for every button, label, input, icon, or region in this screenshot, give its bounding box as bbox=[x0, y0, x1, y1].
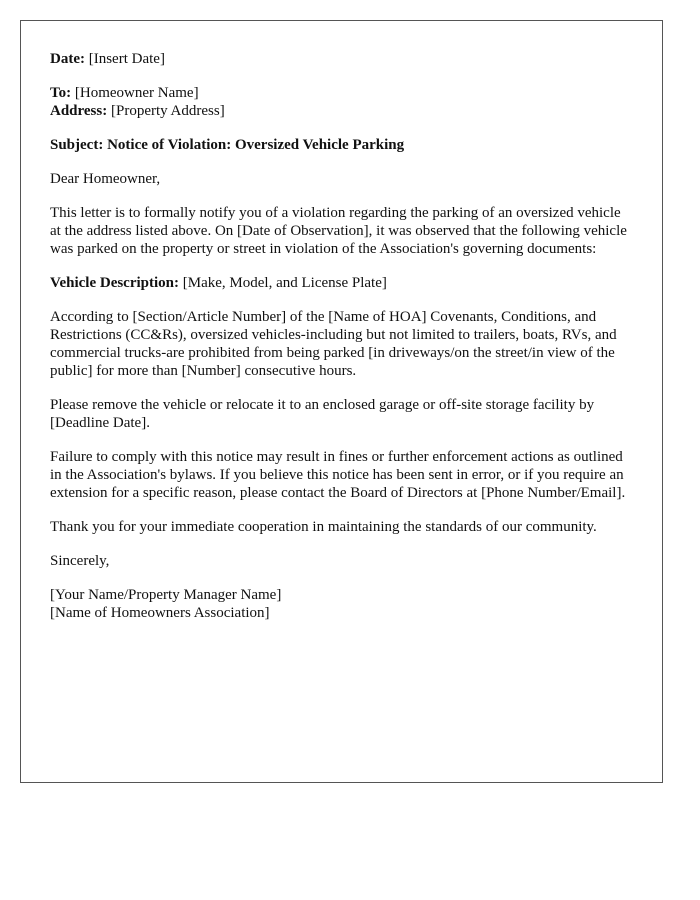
vehicle-label: Vehicle Description: bbox=[50, 275, 180, 291]
rule-paragraph: According to [Section/Article Number] of the [Name of HOA] Covenants, Conditions, and Restrictions (CC&Rs), oversized vehicles-including but not limited to trailers, boats, RVs, and commercial trucks-are prohibited from being parked [in driveways/on the street/in view of the public] for more than [Number] consecutive hours. bbox=[50, 309, 617, 379]
letter bbox=[20, 20, 663, 783]
request-paragraph: Please remove the vehicle or relocate it to an enclosed garage or off-site storage facility by [Deadline Date]. bbox=[50, 397, 595, 431]
recipient-block bbox=[50, 84, 633, 120]
salutation: Dear Homeowner, bbox=[50, 171, 161, 187]
vehicle-value: [Make, Model, and License Plate] bbox=[182, 275, 387, 291]
thanks-paragraph: Thank you for your immediate cooperation in maintaining the standards of our community. bbox=[50, 519, 597, 535]
consequence-paragraph: Failure to comply with this notice may result in fines or further enforcement actions as outlined in the Association's bylaws. If you believe this notice has been sent in error, or if you require an extension for a specific reason, please contact the Board of Directors at [Phone Number/Email]. bbox=[50, 449, 626, 501]
subject-line bbox=[50, 136, 633, 154]
subject-text: Subject: Notice of Violation: Oversized Vehicle Parking bbox=[50, 137, 405, 153]
address-value: [Property Address] bbox=[110, 103, 225, 119]
vehicle-line bbox=[50, 274, 633, 292]
to-label: To: bbox=[50, 85, 72, 101]
intro-paragraph: This letter is to formally notify you of a violation regarding the parking of an oversized vehicle at the address listed above. On [Date of Observation], it was observed that the following vehicle was parked on the property or street in violation of the Association's governing documents: bbox=[50, 205, 627, 257]
date-value: [Insert Date] bbox=[88, 51, 165, 67]
to-value: [Homeowner Name] bbox=[74, 85, 199, 101]
address-label: Address: bbox=[50, 103, 108, 119]
closing: Sincerely, bbox=[50, 553, 110, 569]
signature-block bbox=[50, 586, 633, 622]
date-line bbox=[50, 50, 633, 68]
signature-org: [Name of Homeowners Association] bbox=[50, 605, 270, 621]
date-label: Date: bbox=[50, 51, 85, 67]
signature-name: [Your Name/Property Manager Name] bbox=[50, 587, 282, 603]
